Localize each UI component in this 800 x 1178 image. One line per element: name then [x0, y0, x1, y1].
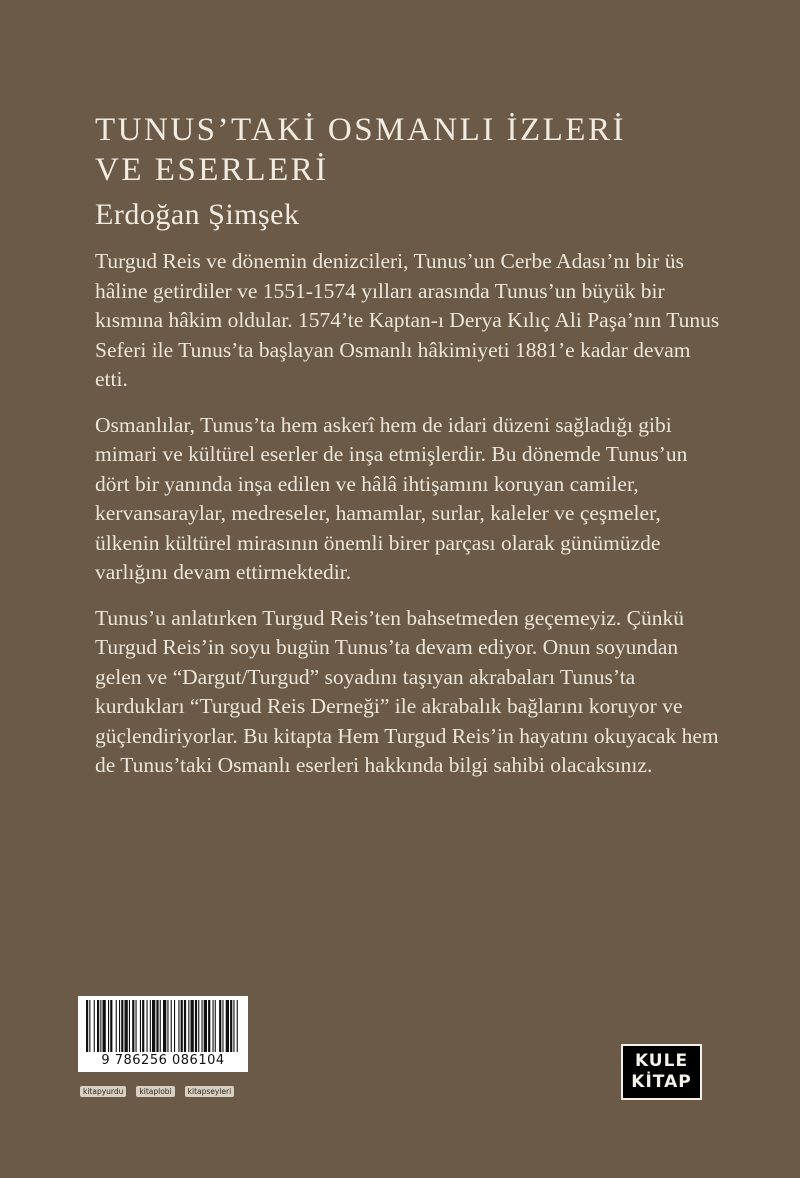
barcode-bar	[171, 1000, 172, 1052]
barcode-bar	[86, 1000, 88, 1052]
retailer-logos	[80, 1084, 250, 1098]
barcode-bar	[152, 1000, 155, 1052]
blurb-text	[95, 247, 725, 797]
barcode-bar	[140, 1000, 141, 1052]
barcode-bar	[89, 1000, 90, 1052]
barcode-bar	[103, 1000, 106, 1052]
publisher-logo	[621, 1044, 702, 1100]
retailer-logo: kitapseyleri	[185, 1086, 235, 1097]
isbn-number: 9 786256 086104	[101, 1053, 225, 1068]
barcode-bar	[116, 1000, 117, 1052]
barcode-bar	[163, 1000, 166, 1052]
barcode-bar	[150, 1000, 151, 1052]
barcode-bar	[100, 1000, 101, 1052]
barcode-bar	[208, 1000, 210, 1052]
barcode-bar	[198, 1000, 199, 1052]
barcode-bar	[110, 1000, 112, 1052]
barcode-bar	[219, 1000, 221, 1052]
barcode-bar	[121, 1000, 123, 1052]
book-title	[95, 110, 626, 190]
barcode-bar	[233, 1000, 234, 1052]
barcode-bar	[226, 1000, 229, 1052]
barcode-bar	[188, 1000, 189, 1052]
barcode-bar	[230, 1000, 232, 1052]
barcode-bar	[129, 1000, 130, 1052]
blurb-paragraph-1: Turgud Reis ve dönemin denizcileri, Tunus’un Cerbe Adası’nı bir üs hâline getirdiler ve 1551-1574 yılları arasında Tunus’un büyük bir kısmına hâkim oldular. 1574’te Kaptan-ı Derya Kılıç Ali Paşa’nın Tunus Seferi ile Tunus’ta başlayan Osmanlı hâkimiyeti 1881’e kadar devam etti.	[95, 249, 720, 391]
barcode-bar	[147, 1000, 148, 1052]
barcode-bar	[213, 1000, 214, 1052]
blurb-paragraph-2: Osmanlılar, Tunus’ta hem askerî hem de idari düzeni sağladığı gibi mimari ve kültürel eserler de inşa etmişlerdir. Bu dönemde Tunus’un dört bir yanında inşa edilen ve hâlâ ihtişamını koruyan camiler, kervansaraylar, medreseler, hamamlar, surlar, kaleler ve çeşmeler, ülkenin kültürel mirasının önemli birer parçası olarak günümüzde varlığını devam ettirmektedir.	[95, 412, 688, 584]
barcode-bar	[174, 1000, 175, 1052]
barcode-bar	[215, 1000, 216, 1052]
barcode-bar	[160, 1000, 161, 1052]
retailer-logo: kitapyurdu	[80, 1086, 126, 1097]
barcode-bar	[156, 1000, 158, 1052]
barcode-bar	[125, 1000, 128, 1052]
barcode-bar	[222, 1000, 223, 1052]
author-name: Erdoğan Şimşek	[95, 198, 300, 231]
blurb-paragraph-3: Tunus’u anlatırken Turgud Reis’ten bahsetmeden geçemeyiz. Çünkü Turgud Reis’in soyu bugün Tunus’ta devam ediyor. Onun soyundan gelen ve “Dargut/Turgud” soyadını taşıyan akrabaları Tunus’ta kurdukları “Turgud Reis Derneği” ile akrabalık bağlarını koruyor ve güçlendiriyorlar. Bu kitapta Hem Turgud Reis’in hayatını okuyacak hem de Tunus’taki Osmanlı eserleri hakkında bilgi sahibi olacaksınız.	[95, 605, 719, 777]
barcode-bar	[108, 1000, 109, 1052]
barcode-bar	[237, 1000, 238, 1052]
barcode-bar	[202, 1000, 203, 1052]
barcode-bar	[132, 1000, 134, 1052]
barcode-bar	[195, 1000, 197, 1052]
barcode-bar	[181, 1000, 183, 1052]
book-title-line-1: TUNUS’TAKİ OSMANLI İZLERİ	[95, 112, 626, 148]
retailer-logo: kitaplobi	[136, 1086, 174, 1097]
barcode-bar	[142, 1000, 144, 1052]
barcode-bar	[97, 1000, 99, 1052]
barcode-bar	[94, 1000, 95, 1052]
barcode-bar	[136, 1000, 137, 1052]
publisher-logo-line-1: KULE	[634, 1051, 689, 1071]
barcode-bar	[191, 1000, 194, 1052]
barcode-bar	[167, 1000, 168, 1052]
barcode-bars	[78, 996, 248, 1054]
publisher-logo-line-2: KİTAP	[631, 1072, 692, 1092]
barcode	[78, 996, 248, 1072]
book-title-line-2: VE ESERLERİ	[95, 152, 329, 188]
barcode-bar	[119, 1000, 120, 1052]
barcode-bar	[184, 1000, 186, 1052]
barcode-bar	[204, 1000, 207, 1052]
barcode-bar	[178, 1000, 179, 1052]
